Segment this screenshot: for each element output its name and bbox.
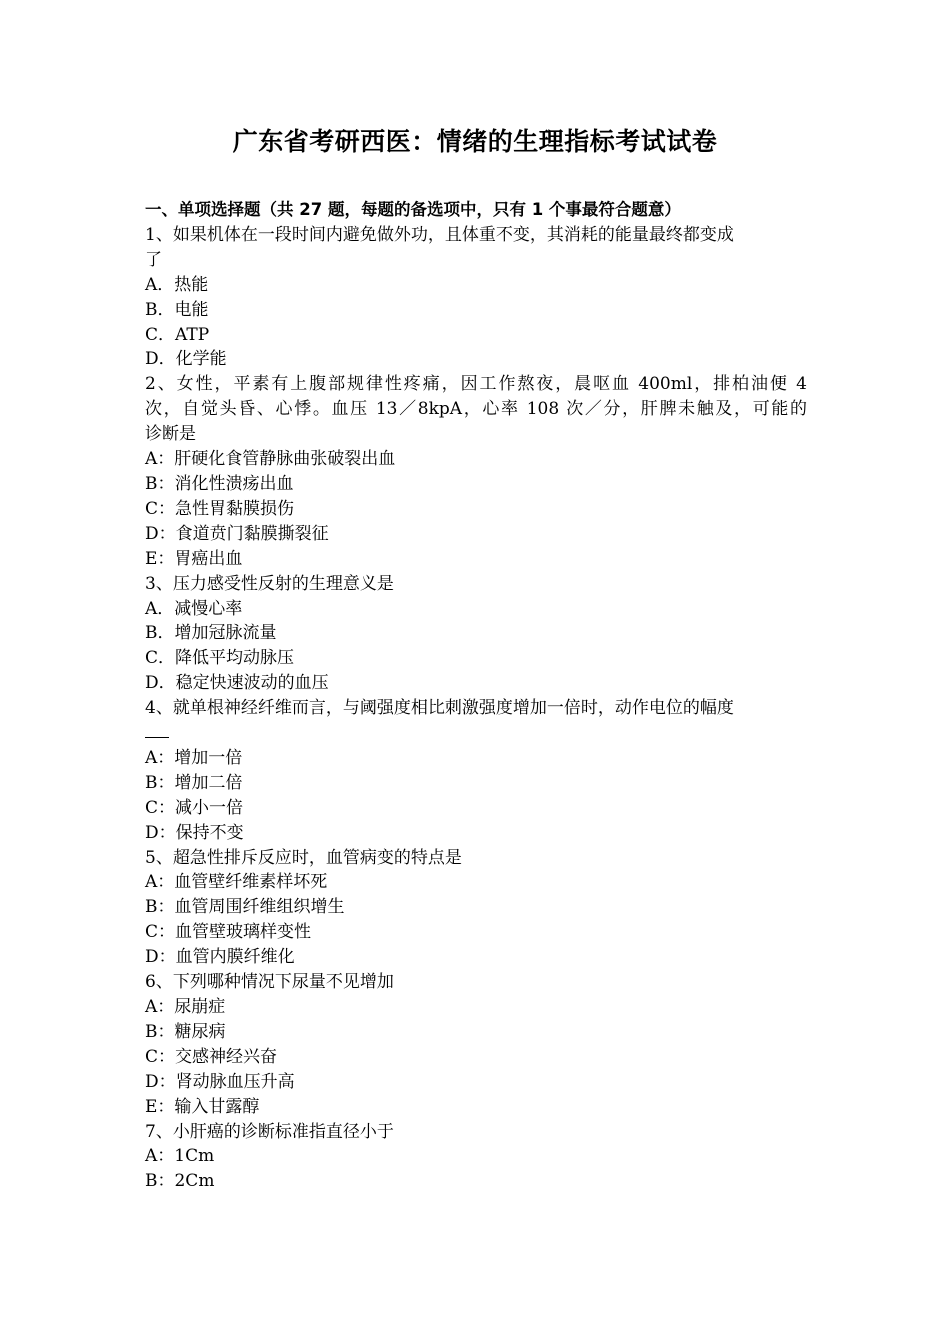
q6-option-a: A：尿崩症: [145, 997, 226, 1017]
question-1-text-cont: 了: [145, 249, 162, 270]
q6-option-d: D：肾动脉血压升高: [145, 1071, 295, 1092]
question-7-text: 7、小肝癌的诊断标准指直径小于: [145, 1121, 394, 1142]
q3-option-c: C．降低平均动脉压: [145, 648, 295, 669]
q5-option-b: B：血管周围纤维组织增生: [145, 897, 345, 918]
question-2-text-cont: 次，自觉头昏、心悸。血压 13／8kpA，心率 108 次／分，肝脾未触及，可能的: [145, 399, 807, 420]
page-title: 广东省考研西医：情绪的生理指标考试试卷: [232, 127, 718, 156]
question-2-text-end: 诊断是: [145, 424, 196, 445]
q2-option-e: E：胃癌出血: [145, 548, 243, 569]
q4-option-c: C：减小一倍: [145, 797, 244, 818]
section-heading: 一、单项选择题（共 27 题，每题的备选项中，只有 1 个事最符合题意）: [145, 200, 681, 219]
q6-option-b: B：糖尿病: [145, 1021, 226, 1042]
q2-option-d: D：食道贲门黏膜撕裂征: [145, 523, 329, 544]
q6-option-e: E：输入甘露醇: [145, 1096, 260, 1117]
question-6-text: 6、下列哪种情况下尿量不见增加: [145, 972, 394, 993]
answer-blank: [145, 721, 169, 738]
q2-option-b: B：消化性溃疡出血: [145, 473, 294, 494]
q1-option-a: A．热能: [145, 274, 209, 295]
q5-option-c: C：血管壁玻璃样变性: [145, 922, 312, 943]
q5-option-a: A：血管壁纤维素样坏死: [145, 872, 328, 893]
q7-option-b: B：2Cm: [145, 1171, 215, 1192]
question-4-text: 4、就单根神经纤维而言，与阈强度相比刺激强度增加一倍时，动作电位的幅度: [145, 698, 734, 719]
q6-option-c: C：交感神经兴奋: [145, 1046, 278, 1067]
question-5-text: 5、超急性排斥反应时，血管病变的特点是: [145, 847, 462, 868]
q1-option-b: B．电能: [145, 299, 209, 320]
question-3-text: 3、压力感受性反射的生理意义是: [145, 573, 394, 594]
q4-option-a: A：增加一倍: [145, 747, 243, 768]
q7-option-a: A：1Cm: [145, 1146, 215, 1167]
q2-option-c: C：急性胃黏膜损伤: [145, 498, 295, 519]
question-2-text: 2、女性，平素有上腹部规律性疼痛，因工作熬夜，晨呕血 400ml，排柏油便 4: [145, 374, 807, 395]
q2-option-a: A：肝硬化食管静脉曲张破裂出血: [145, 449, 396, 470]
question-4-blank: [145, 721, 807, 746]
exam-content: [145, 198, 807, 1194]
q1-option-d: D．化学能: [145, 349, 227, 370]
q1-option-c: C．ATP: [145, 324, 210, 345]
q3-option-a: A．减慢心率: [145, 598, 243, 619]
q3-option-d: D．稳定快速波动的血压: [145, 673, 329, 694]
q4-option-d: D：保持不变: [145, 822, 244, 843]
q5-option-d: D：血管内膜纤维化: [145, 947, 295, 968]
question-1-text: 1、如果机体在一段时间内避免做外功，且体重不变，其消耗的能量最终都变成: [145, 224, 734, 245]
q4-option-b: B：增加二倍: [145, 772, 243, 793]
q3-option-b: B．增加冠脉流量: [145, 623, 277, 644]
